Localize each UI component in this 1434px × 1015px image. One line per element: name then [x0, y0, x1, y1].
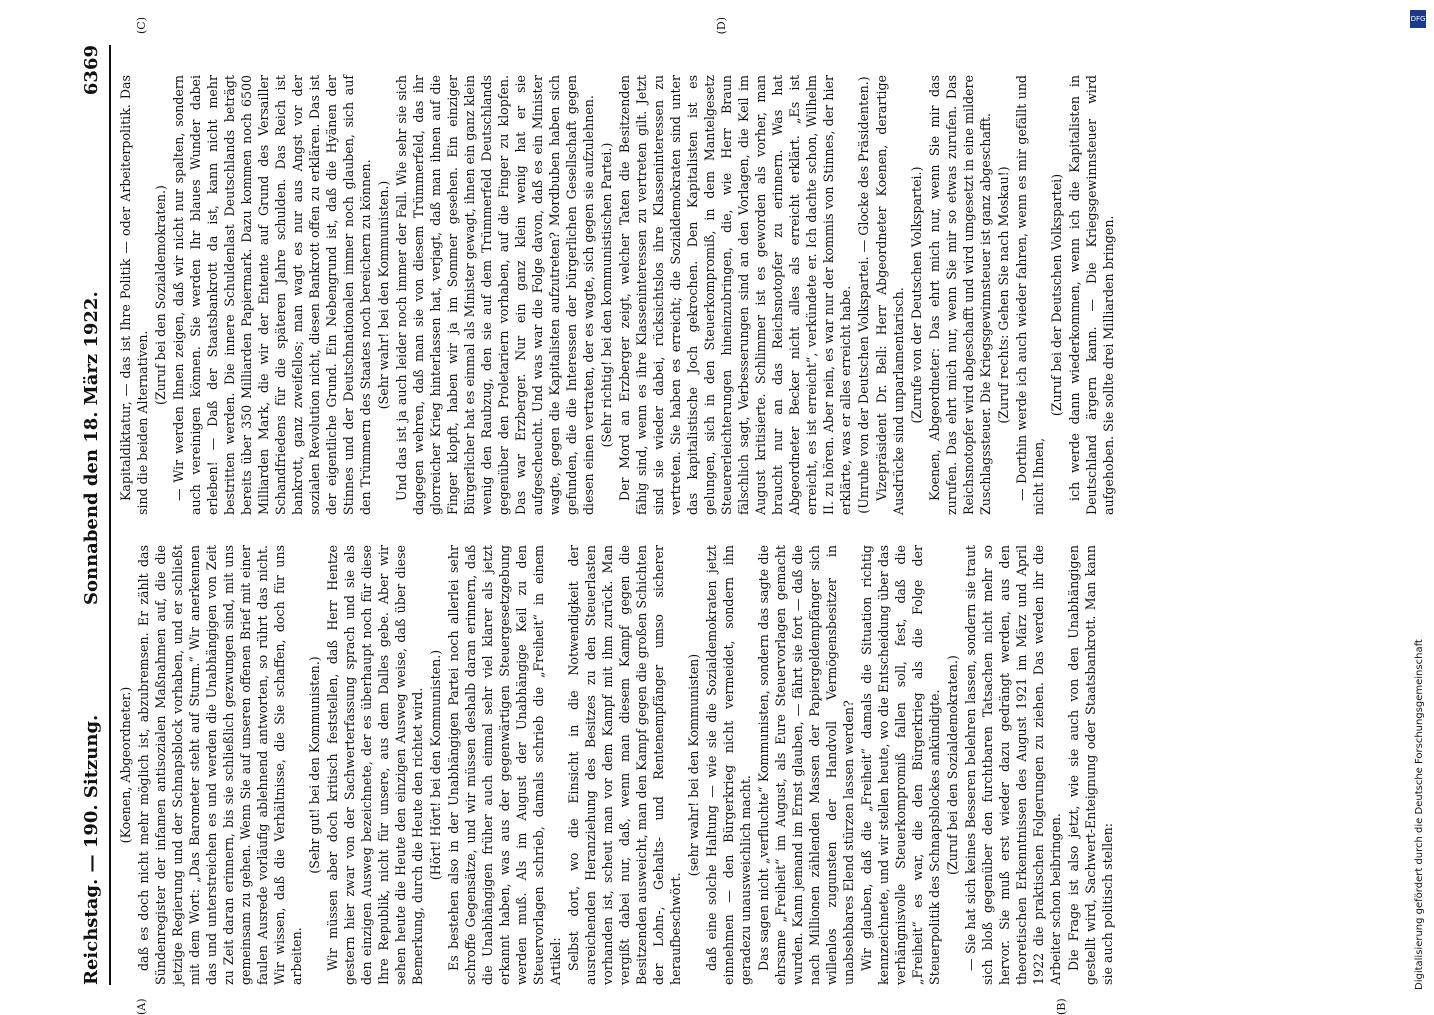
margin-mark-b: (B) [1055, 998, 1068, 1015]
page-number: 6369 [81, 45, 102, 96]
paragraph: daß es doch nicht mehr möglich ist, abzubremsen. Er zählt das Sündenregister der infamen antisozialen Maßnahmen auf, die die jetzige Regierung und der Schnapsblock vorhaben, und er schließt mit dem Wort: „Das Barometer steht auf Sturm.“ Wir anerkennen das und unterstreichen es und werden die Unabhängigen von Zeit zu Zeit daran erinnern, bis sie schließlich gezwungen sind, mit uns gemeinsam zu gehen. Wenn Sie auf unseren offenen Brief mit einer faulen Ausrede vorläufig ablehnend antworten, so rührt das nicht. Wir wissen, daß die Verhältnisse, die Sie schaffen, doch für uns arbeiten. [136, 545, 304, 985]
interjection: (Hört! Hört! bei den Kommunisten.) [428, 649, 443, 881]
interjection: (Zuruf bei den Sozialdemokraten.) [153, 185, 168, 405]
paragraph: daß eine solche Haltung — wie sie die Sozialdemokraten jetzt einnehmen — den Bürgerkrieg nicht vermeidet, sondern ihn geradezu unausweichlich macht. [704, 545, 753, 985]
paragraph: Die Frage ist also jetzt, wie sie auch von den Unabhängigen gestellt wird, Sachwert-Enteignung oder Staatsbankrott. Man kann sie auch politisch stellen: [1066, 545, 1115, 985]
dfg-logo: DFG [1410, 10, 1426, 28]
speaker-label: (Koenen, Abgeordneter.) [118, 686, 133, 844]
paragraph: Es bestehen also in der Unabhängigen Partei noch allerlei sehr schroffe Gegensätze, und wir müssen deshalb daran erinnern, daß die Unabhängigen früher auch einmal sehr viel klarer als jetzt erkannt haben, was aus der gegenwärtigen Steuergesetzgebung werden muß. Als im August der Unabhängige Keil zu den Steuervorlagen schrieb, damals schrieb die „Freiheit“ in einem Artikel: [446, 545, 563, 985]
interjection: (Zuruf bei der Deutschen Volkspartei) [1049, 173, 1064, 417]
interjection: (Sehr gut! bei den Kommunisten.) [307, 656, 322, 874]
header-date: Sonnabend den 18. März 1922. [81, 291, 102, 605]
interjection: (Zurufe von der Deutschen Volkspartei.) [909, 166, 924, 424]
page-header [75, 45, 111, 985]
paragraph: Der Mord an Erzberger zeigt, welcher Taten die Besitzenden fähig sind, wenn es ihre Klasseninteressen zu vertreten gilt. Jetzt sind sie wieder dabei, rücksichtslos ihre Klasseninteressen zu vertreten. Sie haben es erreicht; die Sozialdemokraten sind unter das kapitalistische Joch gekrochen. Den Kapitalisten ist es gelungen, sich in den Steuerkompromiß, in dem Mantelgesetz Steuererleichterungen hineinzubringen, die, wie Herr Braun fälschlich sagt, Verbesserungen sind an den Vorlagen, die Keil im August kritisierte. Schlimmer ist es geworden als vorher, man braucht nur an das Reichsnotopfer zu erinnern. Was hat Abgeordneter Becker nicht alles als erreicht erklärt. „Es ist erreicht, es ist erreicht“, verkündete er. Ich dachte schon, Wilhelm II. zu hören. Aber nein, es war nur der kommis von Stinnes, der hier erklärte, was er alles erreicht habe. [617, 75, 853, 515]
paragraph: Vizepräsident Dr. Bell: Herr Abgeordneter Koenen, derartige Ausdrücke sind unparlamentarisch. [874, 75, 906, 515]
column-left [117, 545, 1117, 985]
paragraph: — Sie hat sich keines Besseren belehren lassen, sondern sie traut sich bloß gegenüber den furchtbaren Tatsachen nicht mehr so hervor. Sie muß erst wieder dazu gedrängt werden, aus den theoretischen Erkenntnissen des August 1921 im März und April 1922 die praktischen Folgerungen zu ziehen. Das werden ihr die Arbeiter schon beibringen. [963, 545, 1063, 985]
paragraph: Kapitaldiktatur, — das ist Ihre Politik — oder Arbeiterpolitik. Das sind die beiden Alternativen. [118, 75, 150, 515]
sidebar [1410, 10, 1430, 990]
paragraph: ich werde dann wiederkommen, wenn ich die Kapitalisten in Deutschland ärgern kann. — Die Kriegsgewinnsteuer wird aufgehoben. Sie sollte drei Milliarden bringen. [1067, 75, 1116, 515]
paragraph: — Dorthin werde ich auch wieder fahren, wenn es mir gefällt und nicht Ihnen, [1014, 75, 1046, 515]
interjection: (Unruhe von der Deutschen Volkspartei. — Glocke des Präsidenten.) [856, 76, 871, 514]
paragraph: — Wir werden Ihnen zeigen, daß wir nicht nur spalten, sondern auch vereinigen können. Sie werden Ihr blaues Wunder dabei erleben! — Daß der Staatsbankrott da ist, kann nicht mehr bestritten werden. Die innere Schuldenlast Deutschlands beträgt bereits über 350 Milliarden Papiermark. Dazu kommen noch 6500 Milliarden Mark, die wir der Entente auf Grund des Versailler Schandfriedens für die späteren Jahre schulden. Das Reich ist bankrott, ganz zweifellos; man wagt es nur aus Angst vor der sozialen Revolution nicht, diesen Bankrott offen zu erklären. Das ist der eigentliche Grund. Ein Nebengrund ist, daß die Hyänen der Stinnes und der Deutschnationalen immer noch glauben, sich auf den Trümmern des Staates noch bereichern zu können. [171, 75, 373, 515]
interjection: (Sehr richtig! bei den kommunistischen Partei.) [599, 142, 614, 448]
paragraph: Wir glauben, daß die „Freiheit“ damals die Situation richtig kennzeichnete, und wir stellen heute, wo die Entscheidung über das verhängnisvolle Steuerkompromiß fallen soll, fest, daß die „Freiheit“ es war, die den Bürgerkrieg als die Folge der Steuerpolitik des Schnapsblockes ankündigte. [859, 545, 942, 985]
paragraph: Und das ist ja auch leider noch immer der Fall. Wie sehr sie sich dagegen wehren, daß man sie von diesem Trümmerfeld, das ihr glorreicher Krieg hinterlassen hat, verjagt, daß man ihnen auf die Finger klopft, haben wir ja im Sommer gesehen. Ein einziger Bürgerlicher hat es einmal als Minister gewagt, ihnen ein ganz klein wenig den Raubzug, den sie auf dem Trümmerfeld Deutschlands gegenüber den Proletariern vorhaben, auf die Finger zu klopfen. Das war Erzberger. Nur ein ganz klein wenig hat er sie aufgescheucht. Und was war die Folge davon, daß es ein Minister wagte, gegen die Kapitalisten aufzutreten? Mordbuben haben sich gefunden, die die Interessen der bürgerlichen Gesellschaft gegen diesen einen vertraten, der es wagte, sich gegen sie aufzulehnen. [394, 75, 596, 515]
margin-mark-a: (A) [135, 998, 148, 1015]
digitization-note: Digitalisierung gefördert durch die Deutsche Forschungsgemeinschaft [1414, 639, 1425, 990]
paragraph: Selbst dort, wo die Einsicht in die Notwendigkeit der ausreichenden Heranziehung des Besitzes zu den Steuerlasten vorhanden ist, scheut man vor dem Kampf mit ihm zurück. Man vergißt dabei nur, daß, wenn man diesem Kampf gegen die Besitzenden ausweicht, man den Kampf gegen die großen Schichten der Lohn-, Gehalts- und Rentenempfänger umso sicherer heraufbeschwört. [566, 545, 683, 985]
paragraph: Wir müssen aber doch kritisch feststellen, daß Herr Hentze gestern hier zwar von der Sachwerterfassung sprach und sie als den einzigen Ausweg bezeichnete, der es überhaupt noch für diese Ihre Republik, nicht für unsere, aus dem Dalles gebe. Aber wir sehen heute die Heute den einzigen Ausweg weise, daß über diese Bemerkung, durch die Heute den richtet wird. [325, 545, 425, 985]
interjection: (Zuruf rechts: Gehen Sie nach Moskau!) [996, 166, 1011, 424]
margin-mark-c: (C) [135, 17, 148, 34]
interjection: (Sehr wahr! bei den Kommunisten.) [376, 180, 391, 410]
column-right [117, 75, 1118, 515]
header-left: Reichstag. — 190. Sitzung. [81, 714, 102, 985]
paragraph: Koenen, Abgeordneter: Das ehrt mich nur, wenn Sie mir das zurufen. Das ehrt mich nur, wenn Sie mir so etwas zurufen. Das Reichsnotopfer wird abgeschafft und wird umgesetzt in eine mildere Zuschlagssteuer. Die Kriegsgewinnsteuer ist ganz abgeschafft. [927, 75, 993, 515]
paragraph: Das sagen nicht „verfluchte“ Kommunisten, sondern das sagte die ehrsame „Freiheit“ im August, als Eure Steuervorlagen gemacht wurden. Kann jemand im Ernst glauben, — fährt sie fort — daß die nach Millionen zählenden Massen der Papiergeldempfänger sich willenlos zugunsten der Handvoll Vermögensbesitzer in unabsehbares Elend stürzen lassen werden? [756, 545, 856, 985]
interjection: (sehr wahr! bei den Kommunisten) [686, 653, 701, 877]
margin-mark-d: (D) [715, 17, 728, 35]
interjection: (Zuruf bei den Sozialdemokraten.) [945, 655, 960, 875]
